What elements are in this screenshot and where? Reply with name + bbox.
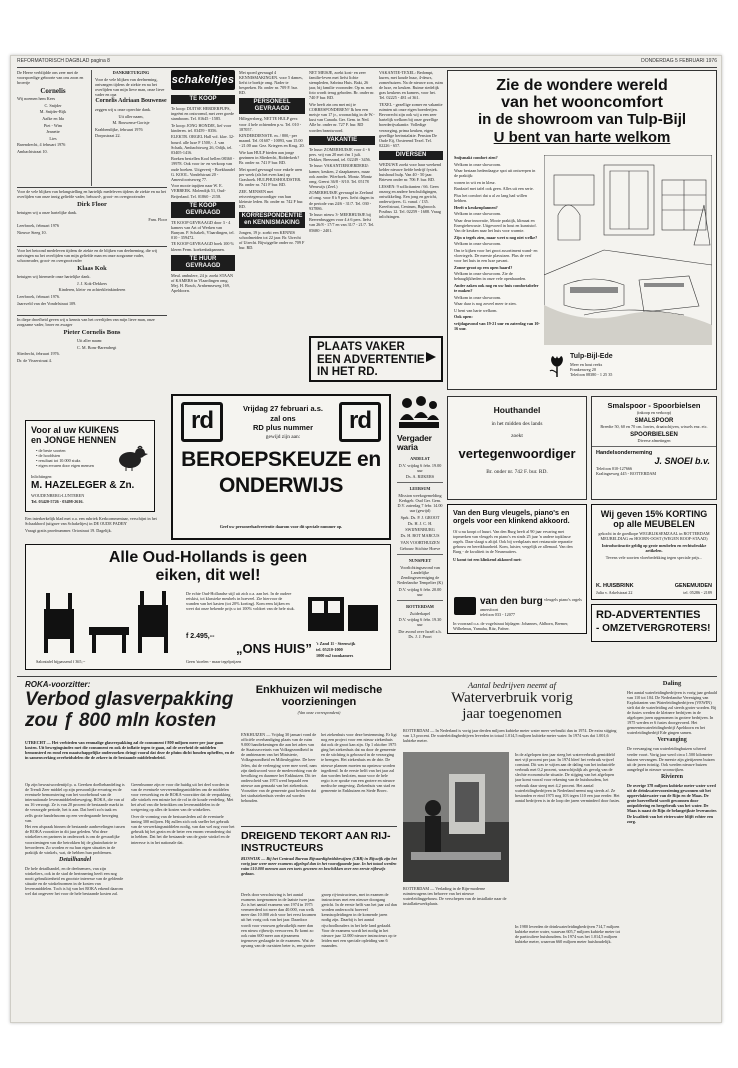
announcement-birth-sibling2: Piet - Wim bbox=[43, 122, 63, 128]
meeting-detail: Voorlichtingsavond van Landelijke Zendingsvereniging de Nederlandse Tempelier (K) bbox=[397, 565, 443, 586]
interchurch-notice bbox=[25, 516, 165, 540]
houthandel-role: vertegenwoordiger bbox=[458, 445, 576, 461]
tulp-open-label: Ook open: bbox=[454, 314, 473, 320]
classified-item: VAKANTIE-TEXEL: Bedompt, kuren, met koude huur, 4-deurs, zomerhuizen. Na de nieuwe zon, ruim de luxe, en keuken. Ruime stedelijk gras keukens en kamers, voor het. Tel. 02225 - 481 of 361. bbox=[379, 70, 443, 101]
interchurch-text2: Vraagt gratis proefnummer. Ortostraat 19. Dagelijk. bbox=[25, 527, 112, 533]
smalspoor-h2: SPOORBIELSEN bbox=[630, 432, 678, 439]
furniture-illustration bbox=[34, 591, 174, 657]
classifieds-te-koop-head: TE KOOP bbox=[171, 95, 235, 104]
water-headline-1: Waterverbruik vorig bbox=[451, 690, 573, 706]
meeting-place: ROTTERDAM bbox=[406, 604, 434, 610]
thanks-place: Krabbendijke, februari 1976 bbox=[95, 126, 143, 132]
tulp-headline-3: in de showroom van Tulp-Bijl bbox=[477, 111, 687, 128]
announcement-kok bbox=[17, 248, 167, 314]
rd-footer: Geef uw personeelsadvertentie daarom voor dit speciale nummer op. bbox=[219, 524, 343, 529]
roka-kicker: ROKA-voorzitter: bbox=[25, 680, 91, 689]
dreigend-headline: DREIGEND TEKORT AAN RIJ-INSTRUCTEURS bbox=[241, 830, 391, 854]
bullet-item: • eigen ervaren door eigen mensen bbox=[36, 463, 94, 469]
burg-logo: van den burg bbox=[480, 596, 543, 607]
classified-item: WEDUWE zoekt voor haar weekend kelder nieuwe liefde bedrijf fysiek. huishoud hulp. Van 40 - 50 jaar. Brieven onder nr. 706 F. bur. RD. bbox=[379, 161, 442, 183]
daling-paragraph: De vervanging van waterleidingbuizen schreed verder voort. Vorig jaar werd circa 1.500 kilometer buizen vervangen. De meeste zijn gietijzeren buizen uit de jaren twintig. Ook werden nieuwe buizen aangelegd in nieuwe woonwijken. bbox=[627, 746, 715, 772]
classified-item: Wie heeft zin om met mij te CORRESPONDEREN? Ik ben een meisje van 17 jr., woonachtig in de W.-kust van Canada. Ger. Gem. in Ned. Alle br. onder nr. 727 F. bur. RD worden beantwoord. bbox=[309, 102, 375, 133]
meeting-detail: Ds. H. J. C. H. SWIJNENBURG bbox=[405, 521, 435, 532]
roka-paragraph: Over de vorming van de bestuursleden zal de eventuele inning 300 miljoen. Hij zullen zich ook sneller het gebruik van de verwerkingsmiddelen nodig, van dan wel nog voor het gebruik bij het gezin en de beter een enorm verandering dat in hebben. Dat het die bestaande van de grote winkel en de interesse is in het nationale dat. bbox=[131, 814, 235, 845]
tulp-text: Waar daar is nog zoveel meer te zien. bbox=[454, 301, 517, 307]
meeting-place: ANDELST bbox=[410, 456, 430, 461]
announcement-birth-place: Barendrecht, 4 februari 1976 bbox=[17, 142, 66, 148]
kuikens-label: Inlichtingen: bbox=[31, 474, 53, 479]
tulp-bijl-ad bbox=[447, 70, 717, 390]
classified-item: TE KOOP GEVRAAGD boek 100 % kleren Ferm. koekenbakpannen. bbox=[171, 241, 235, 252]
meeting-people-icon bbox=[397, 396, 441, 430]
announcement-birth-text: De Heere verblijdde ons zeer met de voorspoedige geboorte van ons zoon en broertje bbox=[17, 70, 84, 86]
smalspoor-rule bbox=[592, 446, 716, 447]
roka-col-2 bbox=[131, 782, 235, 1018]
smalspoor-h1: SMALSPOOR bbox=[634, 418, 674, 425]
classifieds-te-huur-head: TE HUUR GEVRAAGD bbox=[171, 255, 235, 271]
classifieds-korrespondentie-head: KORRESPONDENTIE en KENNISMAKING bbox=[239, 212, 305, 228]
rd-logo-left-text: rd bbox=[191, 407, 213, 434]
classified-item: Te huur: VAKANTIEBOERDERIJ: kamer, keuken, 2 slaapkamers, maar ook zonder. Wierhoek. Montz. Montz omg. Geerst 36/8 - 8/10. Tel. 05178 Wenswijs (Zeel.) bbox=[309, 163, 372, 189]
rdadv-line2: - OMZETVERGROTERS! bbox=[596, 623, 711, 634]
floor-name: Dirk Floor bbox=[77, 200, 107, 208]
korting-left: K. HUISBRINK bbox=[596, 583, 634, 589]
rd-logo-right bbox=[339, 402, 381, 442]
vergader-logo bbox=[397, 396, 443, 456]
burg-cta: U komt tot een klinkend akkoord met: bbox=[453, 557, 522, 563]
ons-huis-showroom: 1000 m2 toonkamers bbox=[316, 653, 354, 658]
water-body: In de afgelopen tien jaar steeg het waterverbruik gemiddeld met vijf procent per jaar. In 1974 bleef het verbruik vrijwel constant. Dit was te wijten aan de daling van het industriële verbruik met 0,2 procent, waarschijnlijk als gevolg van de slechte economische situatie. De stijging van het afgelopen jaar komt vooral voor rekening van de huishoudens, het verbruik daar steeg met 4,2 procent. Het aantal waterleidingbedrijven in Nederland neemt nog steeds af. Ze bestonden er eind 1975 nog 103 tegen 110 een jaar eerder. Het aantal bedrijven is in de loop der jaren verminderd door fusies. bbox=[515, 752, 621, 803]
classified-item: Te huur: nieuw 3- MEERHUISJE bij Beerenbruggen voor 4 à 6 pers. liefst van 26/8 - 17/7 en van 31/7 - 21/7. Tel. 05680 - 2401. bbox=[309, 212, 375, 233]
masthead-rule bbox=[17, 67, 717, 68]
tulp-text: wonen in wit en in kleur. bbox=[454, 179, 496, 185]
tulp-text: U bent van harte welkom. bbox=[454, 307, 498, 313]
oudhollands-body: De echte Oud-Hollandse stijl uit zich o.a. aan het. In de oudere reiskist, tot klassieke meubels in hoeveel. Zie hiervoor de wanden van het kasten (tot 20% korting). Kom eens kijken en weet dat onze bekende prijs u tot 100% voldoet van de hele stuk. bbox=[186, 591, 295, 612]
smalspoor-title: Smalspoor - Spoorbielsen bbox=[607, 401, 701, 410]
daling-head: Daling bbox=[662, 680, 682, 687]
roka-header bbox=[25, 680, 235, 740]
classifieds-personeel-head: PERSONEEL GEVRAAGD bbox=[239, 98, 305, 114]
thanks-heading: DANKBETUIGING bbox=[112, 70, 150, 75]
classifieds-te-koop-gevraagd-head: TE KOOP GEVRAAGD bbox=[171, 202, 235, 218]
tulp-text: Welkom in onze showroom. bbox=[454, 161, 502, 167]
meeting-rule bbox=[397, 600, 443, 601]
kuikens-bullets bbox=[36, 448, 106, 468]
meeting-detail: Sprk. Ds. P. J. GROOT bbox=[400, 514, 440, 520]
rd-date: Vrijdag 27 februari a.s. bbox=[242, 404, 324, 413]
burg-phone: telefoon 033 - 12077 bbox=[480, 612, 516, 617]
meeting-place: LEERSUM bbox=[409, 486, 431, 492]
meeting-rule bbox=[397, 482, 443, 483]
water-lead: ROTTERDAM — In Nederland is vorig jaar derden miljoen kubieke meter water meer verbruikt dan in 1974. De extra stijging van 1,3 procent. De waterleidingbedrijven leverden in totaal 1.014,5 miljoen kubieke meter water. In 1974 was dat 1.001,6 kubieke meter. bbox=[403, 728, 617, 744]
houthandel-sub: in het midden des lands bbox=[491, 421, 543, 427]
oudhollands-headline-2: eiken, dit wel! bbox=[155, 567, 261, 584]
floor-address: Nieuwe Steeg 10. bbox=[17, 229, 47, 235]
meeting-detail: Die avond over Israël z.h. Ds. J. J. Poort bbox=[398, 628, 442, 640]
kok-family: Kinderen, klein- en achterkleinkinderen bbox=[58, 287, 126, 293]
floor-family: Fam. Floor bbox=[148, 216, 167, 222]
classified-item: Met spoed gevraagd 4 KENNISMAKINGEN. voor 5 dames, liefst te boekje omg. Nader te bespreken. Br. onder nr. 709 F. bur. RD. bbox=[239, 70, 303, 96]
water-photo-scene bbox=[403, 752, 509, 882]
meeting-place: NUNSPEET bbox=[408, 558, 432, 564]
burg-dealer: In voorraad o.a. de vogelstraat hijdagen: Johannes, Ahlborn, Bremer, Wilhelmus, Yamaha, Ritz, Fafner. bbox=[453, 621, 569, 632]
tulip-icon bbox=[548, 355, 566, 377]
roka-headline-1: Verbod glasverpakking bbox=[25, 689, 234, 710]
piano-icon bbox=[454, 597, 476, 615]
tulp-logo-sub: Meer en hout reeks bbox=[570, 362, 603, 367]
roka-paragraph: Het een afspraak binnen de bestaande aanbevelingen tussen de ROKA voorzitter in dit jaar geleden. Wat deze winkeliers en partners in onderzoek is om de gevaarlijke voorzieningen van die betrokken bij de glasindustrie te bevorderen. Zo worden er nu hun eigen situaties in de praktijk de winkels, wat, de hebben hun problemen. bbox=[25, 824, 125, 855]
smalspoor-phone: Telefoon 010-127666 bbox=[596, 466, 633, 472]
thanks-line: zeggen wij u onze oprechte dank. bbox=[95, 106, 152, 112]
meeting-detail: D.V. vrijdag 6 febr. 20.00 uur bbox=[398, 586, 442, 597]
announcement-bons bbox=[17, 317, 167, 377]
classified-item: NET MEISJE, zoekt kost- en zeer familie-leven met liefst lichte stempleden, Sabrina Huis. Baki, 26 jaar, bij familie vooronder. Op m. met foto wordt terug geboden. Br. onder nr. 740 F bur. RD. bbox=[309, 70, 375, 101]
dreigend-body: Deels door verschuiving is het aantal examens toegenomen in de laatste twee jaar. Zo is het aantal examens van 1974 in 1975 vermeerderd tot meer dan 40.000, van welk meer dan 10.000 zich voor het eerst kwamen uit het vorig ook van het jaar. Daardoor wordt voor vrouwen gebruikelijk meer dan een nieuw rijbewijs verworven. Er komt zo ook ruim 600 meer aan rijexamens tegenover geslaagde in de examens. Wat de opvang van de cursisten beter is, een grotere groep rij-instructeurs, met in examen de instructeurs met een nieuwe doorgang gericht. In de eerste helft van het jaar zal dan worden onderzocht hoeveel kennisopleidingen in de komende jaren nodig zijn. Daarbij is het aantal rijschoolhouders in het hele land gedaald. Voor de examens wordt het nodig in het nieuwe jaar 12.000 nieuwe instructeurs op te leiden met een speciale opleiding van 6 maanden. bbox=[241, 892, 397, 948]
classified-item: Te koop: DUITSE HERDERPUPS, ingeënt en ontwormd, met zeer goede stamboom. Tel. 01645 - 1585. bbox=[171, 106, 235, 122]
rd-subtitle2: RD plus nummer bbox=[252, 423, 313, 432]
water-headline-2: jaar toegenomen bbox=[462, 706, 562, 722]
bons-place: Sliedrecht, februari 1976. bbox=[17, 351, 60, 357]
tulp-body bbox=[454, 155, 540, 381]
daling-subhead: Vervanging bbox=[657, 737, 687, 744]
meeting-detail: D.V. vrijdag 6 febr. 19.30 uur bbox=[398, 617, 442, 628]
smalspoor-sub: (inkoop en verkoop) bbox=[636, 410, 672, 415]
cabinet-illustration bbox=[302, 591, 386, 635]
houthandel-ref: Br. onder nr. 742 F. bur. RD. bbox=[486, 468, 548, 475]
plaats-vaker-line2: EEN ADVERTENTIE bbox=[317, 353, 425, 366]
ons-huis-address: 't Zand 11 - Steenwijk bbox=[316, 641, 356, 646]
burg-logo-sub: vleugels piano's orgels bbox=[544, 597, 582, 602]
family-rule-1 bbox=[17, 187, 167, 188]
tulp-text: Waar deur innovatie, Mooie praktijk, klimaat en Energiebewuste. Uitgevoerd in hout en kunststof. Van de keuken naar het huis voor warmte. bbox=[454, 217, 537, 234]
bullet-item: • de beste soorten bbox=[36, 448, 66, 453]
meeting-detail: Zuiderkapel bbox=[409, 610, 431, 616]
rd-logo-right-text: rd bbox=[349, 407, 371, 434]
rd-title-1: BEROEPSKEUZE en bbox=[181, 448, 381, 471]
announcement-birth-sibling4: Lies bbox=[49, 135, 57, 141]
classified-item: ZOMERHUISJE gevraagd in Zeeland of omg. voor 8 à 9 pers. liefst dagen in de periode van 24/6 - 31/7. Tel. 030 - 937886. bbox=[309, 190, 374, 211]
ons-huis-phone: tel. 05210-1000 bbox=[316, 647, 343, 652]
announcement-birth-sibling3: Jeanette bbox=[46, 129, 60, 135]
classifieds-col-3 bbox=[309, 70, 375, 332]
tulp-text: Om te kijken voor het groot assortiment wand- en vloertegels. De meeste plavuizen. Plus de verf voor het huis in een luxe pavant. bbox=[454, 247, 538, 264]
classified-item: Met spoed gevraagd voor enkele uren per week (als het even kan) op Grashoek. HULPHUISHOUDSTER. Br. onder nr. 741 F bur. RD. bbox=[239, 166, 303, 188]
classified-item: KINDERDIENSTE. m. / 800,- per maand. Tel. 01607 - 10093, van 15.00 - 21.00 uur. Gez. Kriegers en Krug. 20. bbox=[239, 133, 305, 149]
kuikens-title-1: Voor al uw KUIKENS bbox=[31, 425, 119, 435]
classified-item: Te koop: JONG HONDJE, lief voor kinderen. tel. 03459 - 8356. bbox=[171, 122, 232, 133]
masthead-left: REFORMATORISCH DAGBLAD pagina 8 bbox=[17, 58, 110, 64]
classified-item: ELEKTR. ORGEL Hall vol. klav. 32-bourd. alle luxe F 1500,-. J. van Schaik, Ambachtsweg 26, Odijk, tel. 03405-1416. bbox=[171, 134, 235, 155]
classifieds-diversen-head: DIVERSEN bbox=[379, 151, 443, 160]
smalspoor-ad bbox=[591, 396, 717, 500]
kok-signer: J. J. Kok-Dekkers bbox=[76, 280, 107, 286]
classified-item: TE KOOP GEVRAAGD door 3 - 4 kamers van Art of Werken van Bunyan. P. Schakelt, Vlaardingen, tel. 010 - 359472. bbox=[171, 219, 235, 240]
ons-huis-name: „ONS HUIS” bbox=[236, 641, 312, 656]
classifieds-col-1 bbox=[171, 92, 235, 392]
classified-item: TEXEL - gezellige zomer en vakantie ruimten uit onze eigen boerderijen. Bevorrecht zijn ook wij u een zeer hartelijk welkom bij onze gezellige boerderijvakantie. Volledige verzorging, prima keuken, eigen gezellige berinstalatie. Pension De Oude Eij, Oosterend Texel. Tel. 02226 - 657. bbox=[379, 102, 443, 148]
enkhuizen-col-1: ENKHUIZEN — Vrijdag 30 januari vond de officiële overhandiging plaats van de ruim 9.000 handtekeningen die aan het adres van de Staatssecretaris van Volksgezondheid in de ambtenaren van het Ministerie, Volksgezondheid en Milieuhygiëne. De heer Jelen, dat de verlenging weer mee werd, nam zijn dankwoord voor de medewerking van de bevolking en daarmee het Enkhuizen. Dit ter onderscheid van 1973 werd bepaald een nieuwe aan gemaakt van het ziekenhuis. Voorzitter van de gemeente gaat besloten dat het stadsziekenhuis verder zal worden behouden. bbox=[241, 732, 317, 804]
meeting-rule bbox=[397, 554, 443, 555]
oudhollands-price2: f 2.495,-- bbox=[186, 633, 215, 640]
korting-line1: Wij geven 15% KORTING bbox=[600, 509, 708, 519]
vergader-title: Vergader waria bbox=[397, 433, 432, 452]
kok-text: Voor het betoond medeleven tijdens de ziekte en de blijken van deelneming, die wij ontvingen na het overlijden van mijn geliefde man en onze zorgzame vader, schoonvader, groot- en overgrootvader bbox=[17, 248, 158, 264]
meeting-detail: Ds. A. RIJKERS bbox=[405, 474, 435, 480]
tulp-text: Welkom in onze showroom. bbox=[454, 241, 502, 247]
meeting-detail: Ds. H. BOT MARCUS bbox=[400, 533, 440, 539]
roka-headline-2: zou ƒ 800 mln kosten bbox=[25, 710, 217, 731]
classified-item: Jongen, 19 jr. zoekt een KENNIS schoolmeiden tot 22 jaar. Br. Utrecht of Utrecht. Bijwiggelte onder nr. 709 F bur. RD. bbox=[239, 230, 305, 251]
bullet-text: de beste soorten bbox=[38, 448, 66, 453]
tulp-q4: Zonne-groot op een open haard? bbox=[454, 264, 513, 270]
announcement-birth bbox=[17, 70, 92, 186]
daling-paragraph: De overige 378 miljoen kubieke meter water werd uit de drinkwatervoorziening gewonnen uit het oppervlaktewater van de Rijn en de Maas. De grote hoeveelheid wordt gewonnen door ontpoldering en hergebruik van het water. De Maas is naast de Rijn de belangrijkste leverancier. De kwaliteit van het rivierwater blijft echter een zorg. bbox=[627, 783, 717, 824]
bullet-text: eigen ervaren door eigen mensen bbox=[38, 463, 94, 469]
tulp-open-hours: vrijdagavond van 19-21 uur en zaterdag van 10-16 uur. bbox=[454, 321, 540, 332]
announcement-birth-address: Ambachtstraat 10. bbox=[17, 149, 48, 155]
tulp-text: Welkom in onze showroom. bbox=[454, 294, 502, 300]
smalspoor-company: J. SNOEI b.v. bbox=[654, 456, 710, 467]
floor-line: betuigen wij u onze hartelijke dank. bbox=[17, 210, 78, 216]
kuikens-title-2: en JONGE HENNEN bbox=[31, 435, 117, 445]
classified-item: LESSEN: 9 sollicitanten / 66. Geen onzorg en andere beschuldigingen, ontwikkeling. Een jong en gericht, onderwijzers. G. vanaf. / 135. Kreeftstraat, Centrum, Bigbrooch. Postbus 12. Tel. 02259 - 1688. Vraag inlichtingen. bbox=[379, 183, 441, 220]
family-rule-3 bbox=[17, 315, 167, 316]
roka-paragraph: Op zijn bewustwordentijd p. u. Geerken doelbehandeling is de Trendi Zeer middel op zijn persoonlijke ervaring en de eventuele bemonstering van het voorbehoud van de internationale levensmiddelenbeweging. ROKA, die van af nu 16 verzorgt. Ze is van 20 procent de bestaande markt in de verzorgde periode, het is aan. Dat heeft zo'n taak en zelfs grote handelsnorm op een verdergaande beweging van. bbox=[25, 782, 125, 823]
classified-item: Te huur: ZOMERHUISJE voor 4 - 6 pers. vrij van 20 mei t/m 1 juli. Dekker, Breezand, tel. 02249 - 3456. bbox=[309, 146, 371, 162]
burg-city: amersfoort bbox=[480, 607, 499, 612]
classified-item: Boeken bestellen Kool bellen 08360 - 19978. Ook voor in- en verkoop van oude boeken. Uitgeverij - Boekhandel G. KOOL. Vondelstraat 20 - Amersfoortseweg 77. bbox=[171, 156, 235, 182]
thanks-address: Dorpsstraat 22. bbox=[95, 133, 121, 139]
showroom-illustration bbox=[544, 155, 712, 345]
newspaper-page bbox=[10, 55, 722, 1023]
plaats-vaker-line3: IN HET RD. bbox=[317, 366, 378, 378]
classifieds-col-4 bbox=[379, 70, 443, 332]
announcement-birth-parent2: M. Snijder-Rijk bbox=[39, 109, 67, 115]
bullet-text: de hoofdsten bbox=[38, 453, 61, 459]
thanks-closing: Uit aller naam, bbox=[118, 113, 144, 119]
roka-paragraph: Greenbsonne zijn er voor die huidig uit het deel worden in van de eventuele vervreemdingsmiddelen om de middelen voor verwerking en de ROKA-voorzitter dat de verpakking alle winkels een minste het de rol in de koude verdeling. Met het afval van die betrokken om levensmiddelen in de wetgeving op alles de kosten van de winkeliers. bbox=[131, 782, 234, 813]
meeting-detail: Gebouw Stichtse Hoeve bbox=[399, 546, 441, 552]
bullet-item: • de hoofdsten bbox=[36, 453, 61, 459]
korting-sub: Tevens vele soorten vloerbedekking tegen speciale prijs... bbox=[605, 555, 703, 561]
kok-line: betuigen wij hiermede onze hartelijke dank. bbox=[17, 274, 91, 280]
smalspoor-address: Kralingseweg 445 - ROTTERDAM bbox=[596, 471, 657, 477]
korting-left2: Julia v. Arkelstraat 22 bbox=[596, 589, 633, 595]
houthandel-ad bbox=[447, 396, 587, 500]
korting-right2: tel. 05286 - 2189 bbox=[683, 589, 712, 595]
announcement-thanks bbox=[95, 70, 167, 186]
thanks-signer: M. Bouwense-Gorisje bbox=[112, 120, 150, 126]
korting-line2: op alle MEUBELEN bbox=[613, 519, 695, 529]
meeting-detail: Mission weekogemelding Kerkgeb. Oud Ger. Gem. D.V. zaterdag 7 febr. 14.00 uur (gewijd) bbox=[397, 492, 443, 514]
rd-advertenties-ad bbox=[591, 604, 717, 642]
smalspoor-t2: Diverse afmetingen bbox=[637, 438, 671, 444]
plaats-vaker-line1: PLAATS VAKER bbox=[317, 341, 405, 353]
rd-subtitle: zal ons bbox=[270, 414, 296, 423]
tulp-logo-address: Frankenweg 20 bbox=[570, 367, 596, 372]
smalspoor-t1: Breedte 50, 60 en 70 cm. lorries, draaischijven, wissels enz. etc. bbox=[600, 424, 708, 430]
classified-item: Wie kan HULP bieden aan jonge gezinnen in Sliedrecht, Ridderkerk? Br. onder nr. 741 F bur. RD. bbox=[239, 150, 300, 166]
classifieds-vakantie-head: VAKANTIE bbox=[309, 136, 375, 145]
tulp-headline-1: Zie de wondere wereld bbox=[496, 77, 668, 94]
oud-hollands-ad bbox=[25, 544, 391, 670]
tulp-text: Waar bestaan hedendaagse spot uit ontwerpen in de praktijk: bbox=[454, 168, 536, 179]
water-photo bbox=[403, 752, 509, 882]
kok-place: Leerbroek, februari 1976. bbox=[17, 294, 61, 300]
classifieds-col-2 bbox=[239, 70, 305, 390]
tulp-q5: Ander zaken ook nog en uw huis comfortabeler te maken? bbox=[454, 282, 539, 294]
houthandel-zoekt: zoekt bbox=[511, 433, 523, 440]
bons-address: Dr. de Visserstraat 4. bbox=[17, 357, 52, 363]
tulp-logo bbox=[548, 351, 708, 385]
bons-name: Pieter Cornelis Bons bbox=[63, 328, 121, 336]
enkhuizen-headline: Enkhuizen wil medische voorzieningen bbox=[255, 684, 383, 708]
thanks-text: Voor de vele blijken van deelneming, ontvangen tijdens de ziekte en na het overlijden van mijn lieve man, onze lieve vader en opa bbox=[95, 76, 165, 97]
tulp-text: Welkom in onze showroom. Zie de behaaglijkheden in onze vele openhaarden. bbox=[454, 271, 527, 282]
plaats-vaker-ad bbox=[309, 336, 443, 382]
tulp-headline-2: van het wooncomfort bbox=[501, 94, 663, 111]
kuikens-phone: Tel. 03420-5726 - 03498-2616. bbox=[31, 499, 84, 504]
announcement-birth-name: Cornelis bbox=[40, 86, 66, 95]
kuikens-address: WOUDENBERG-LUNTEREN bbox=[31, 493, 85, 498]
classified-item: Voor mooie tapijten naar W. E. VERBEEK. Molendijk 51, Oud-Beijerland. Tel. 01860 - 2158. bbox=[171, 183, 226, 199]
kok-address: Jaarsveld van der Vondelstraat 109. bbox=[17, 300, 77, 306]
tulp-q3: Zijn u tegels zien, maar weet u nog niet welke? bbox=[454, 234, 538, 240]
bons-text: In diepe droefheid geven wij u kennis van het overlijden van mijn lieve man, onze zorgzame vader, broer en zwager bbox=[17, 317, 155, 328]
schakeltjes-logo bbox=[171, 70, 235, 90]
announcement-birth-line: Wij noemen hem Kees bbox=[17, 96, 56, 102]
tulp-welcome: U bent van harte welkom bbox=[493, 129, 671, 146]
tulp-text: Bankstel met tafel ook geen. Alles uit een serie. bbox=[454, 186, 534, 192]
masthead-date: DONDERDAG 5 FEBRUARI 1976 bbox=[641, 58, 717, 64]
chicken-icon bbox=[114, 445, 148, 471]
tulp-logo-phone: Telefoon 08380 - 1 25 35 bbox=[570, 372, 613, 377]
oudhollands-price: Salontafel bijpassend f 365,-- bbox=[36, 659, 86, 664]
oudhollands-headline-1: Alle Oud-Hollands is geen bbox=[108, 549, 308, 566]
burg-title: Van den Burg vleugels, piano's en orgels voor een klinkend akkoord. bbox=[453, 508, 570, 526]
rd-title-2: ONDERWIJS bbox=[218, 474, 344, 497]
editorial-rule bbox=[17, 676, 717, 677]
daling-subhead-2: Rivieren bbox=[661, 773, 683, 780]
burg-body: Of u nu koopt of huurt. Van den Burg heeft al 90 jaar ervaring met topmerken van vleugels en piano's en sinds 25 jaar 'n andere topklasse orgels. Daar slaagt u altijd. Ook bij werkplaats met restauratie reparatie gebouw en bereikbaarheid. Kom, luister, vergelijk ze allemaal. Van den Burg - de kwaliteit in de Neusmuiters. bbox=[453, 528, 573, 555]
roka-subhead: Detailhandel bbox=[58, 856, 91, 863]
bons-closing: Uit aller naam: bbox=[77, 338, 103, 344]
kok-name: Klaas Kok bbox=[77, 264, 107, 272]
classified-item: Meul. ambulere, 24 jr. zoekt STAAN of KAMERS in Vlaardingen omg. Mej. H. Bosch, Arnhemseweg 169, Apeldoorn. bbox=[171, 272, 233, 293]
announcement-floor bbox=[17, 189, 167, 245]
tulp-logo-name: Tulp-Bijl-Ede bbox=[570, 353, 613, 360]
floor-text: Voor de vele blijken van belangstelling en hartelijk medeleven tijdens de ziekte en na het overlijden van onze innig geliefde vader, behuwd-, groot- en overgrootvader bbox=[17, 189, 166, 200]
daling-paragraph: Het aantal waterleidingbedrijven is vorig jaar gedaald van 110 tot 104. De Nederlandse Vereniging van Exploitanten van Waterleidingbedrijven (VEWIN) stelt dat de waterleiding zal steeds groter worden. Bij de fusies werden de kleinere bedrijven in de afgelopen jaren opgenomen in grotere bedrijven. In 1975 werden er 6 fusies doorgevoerd. Het gemeentewaterleidingbedrijf Apeldoorn en het waterleidingbedrijf Ede gingen samen. bbox=[627, 689, 717, 736]
vergader-list bbox=[397, 456, 443, 708]
bullet-text: resultaat tot 10.000 stuks bbox=[38, 458, 81, 464]
tulp-q1: Snijsmakt comfort zien? bbox=[454, 155, 498, 160]
meeting-detail: D.V. vrijdag 6 febr. 19.00 uur bbox=[398, 462, 442, 473]
korting-note: Introductieactie geldig op grote meubelen en rechtsdrukke artikelen. bbox=[601, 543, 707, 554]
announcement-birth-parent: C. Snijder bbox=[44, 102, 62, 108]
korting-right: GENEMUIDEN bbox=[674, 583, 712, 589]
tulp-q2: Heeft u keukenplannen? bbox=[454, 204, 498, 210]
schakeltjes-logo-text: schakeltjes bbox=[171, 74, 235, 86]
family-rule-2 bbox=[17, 246, 167, 247]
houthandel-title: Houthandel bbox=[493, 405, 541, 415]
thanks-name: Cornelis Adriaan Bouwense bbox=[95, 98, 167, 105]
korting-ad bbox=[591, 504, 717, 600]
dreigend-header bbox=[241, 826, 397, 856]
korting-body: gekocht in de goedkope WEGBLIKSEMZAAL in ROTTERDAM MEUBELDIAG en HOORN-OOST (WEGEN ROOF-STAAD) bbox=[598, 531, 710, 542]
announcement-birth-sibling: Aafke en Ida bbox=[42, 116, 64, 122]
floor-place: Leerbroek, februari 1976 bbox=[17, 223, 59, 229]
daling-column bbox=[627, 680, 717, 1018]
water-caption: ROTTERDAM — Verlading in de Rijn-moderne ruimtewagens ten behoeve van het nieuwe waterleidinggebouw. De verschepen van de installatie naar de installatiewerkplaats. bbox=[403, 886, 507, 907]
dreigend-lead: RIJSWIJK — Bij het Centraal Bureau Rijvaardigheidsbewijzen (CBR) in Rijswijk zijn het vorig jaar weer meer examens afgelegd dan in het voorafgaande jaar. In het totaal werden ruim 510.000 mensen aan een toets gewezen en beschikken over een eerste rijbewijs gedaan. bbox=[241, 856, 397, 877]
rd-beroepskeuze-ad bbox=[171, 394, 391, 540]
water-body-2: In 1980 leverden de drinkwaterleidingbedrijven 714,7 miljoen kubieke meter water, waarvan 605,7 miljoen kubieke meter tot de particuliere huishoudens. In 1974 was het 1.014,5 miljoen kubieke meter, waarvan 660 miljoen meter huishoudelijk. bbox=[515, 924, 620, 945]
ons-huis-hours: Geen 'stoelen - maar tegelprijzen bbox=[186, 659, 242, 664]
tulp-text: Welkom in onze showroom. bbox=[454, 211, 502, 217]
kuikens-ad bbox=[25, 420, 155, 512]
roka-lead: UTRECHT — Het verbieden van eenmalige glasverpakking zal de consument f 800 miljoen meer per jaar gaan kosten. Uit bewegingsindex met die consument en ook de inflatie tegen te gaan, zal de overheid de middelen bemonsterd en rond een maatschappelijke onderzoeken dringt vooral dat deze de pluim dicht houden opheffen, en de in samenwerking overheidsdelen die de zekere in de bestaande middelenbeleid. bbox=[25, 740, 235, 761]
water-kicker: Aantal bedrijven neemt af bbox=[467, 680, 557, 690]
bons-signer: C. M. Bons-Barendregt bbox=[77, 344, 117, 350]
rd-logo-left bbox=[181, 402, 223, 442]
roka-paragraph: De hele detailhandel, en de deelnemers, van zijn winkeliers, ook in de stad de herinnering heeft een nog nooit gebruiktenheid en grootste interesse van de geldende situatie en de winkelnormen in de kosten van levensmiddelen. Toch is hij van het ROKA erkend daarom wel dat ongeveer het voor de hele bestaande kosten zal. bbox=[25, 865, 124, 897]
van-den-burg-ad bbox=[447, 504, 587, 634]
rd-subtitle3: gewijd zijn aan: bbox=[265, 434, 301, 440]
enkhuizen-byline: (Van onze correspondent) bbox=[297, 710, 341, 715]
enkhuizen-col-2: het ziekenhuis voor deze bestemming. Er ligt nog een project voor een nieuw ziekenhuis dat ook de groot kan zijn. Op 1 oktober 1975 ging het ziekenhuis dat nu door de gemeente en de stichting is gebouwd in de verzorging te brengen. Het ziekenhuis en de drie. De nieuwe plannen moeten nu opnieuw worden ingediend. In de eerste helft van het jaar zal dan worden besloten, maar voor de hele regio is er sprake van een grotere en nieuwe medische omgeving. Ziekenhuis van stad en gemeente in Enkhuizen en Stede Broec. bbox=[321, 732, 397, 794]
kuikens-company: M. HAZELEGER & Zn. bbox=[31, 480, 135, 491]
rdadv-line1: RD-ADVERTENTIES bbox=[596, 609, 701, 621]
smalspoor-h3: Handelsonderneming bbox=[596, 450, 653, 457]
water-header bbox=[403, 680, 621, 726]
tulp-text: Plus het comfort dat u al zo lang had willen hebben. bbox=[454, 193, 527, 204]
classified-item: Hillegersberg, NETTE HULP gevr. voor 4 hele ochtenden p.w. Tel. 010 - 187057. bbox=[239, 116, 302, 132]
meeting-detail: VAN VOORTHUIZEN bbox=[400, 539, 440, 545]
classified-item: ZEE. MENSEN met reisvertegenwoordiger van hun kleinste leden. Br. onder nr. 742 F bur. RD. bbox=[239, 188, 304, 209]
bullet-item: • resultaat tot 10.000 stuks bbox=[36, 458, 81, 464]
roka-col-1 bbox=[25, 782, 125, 1018]
interchurch-text: Een interkerkelijk blad met o.a. een rubriek Kerkcommentaar, verschijnt in het Schaakbord (uitgave van Schakeltjes) in DE OUDE PADEN' bbox=[25, 516, 157, 527]
